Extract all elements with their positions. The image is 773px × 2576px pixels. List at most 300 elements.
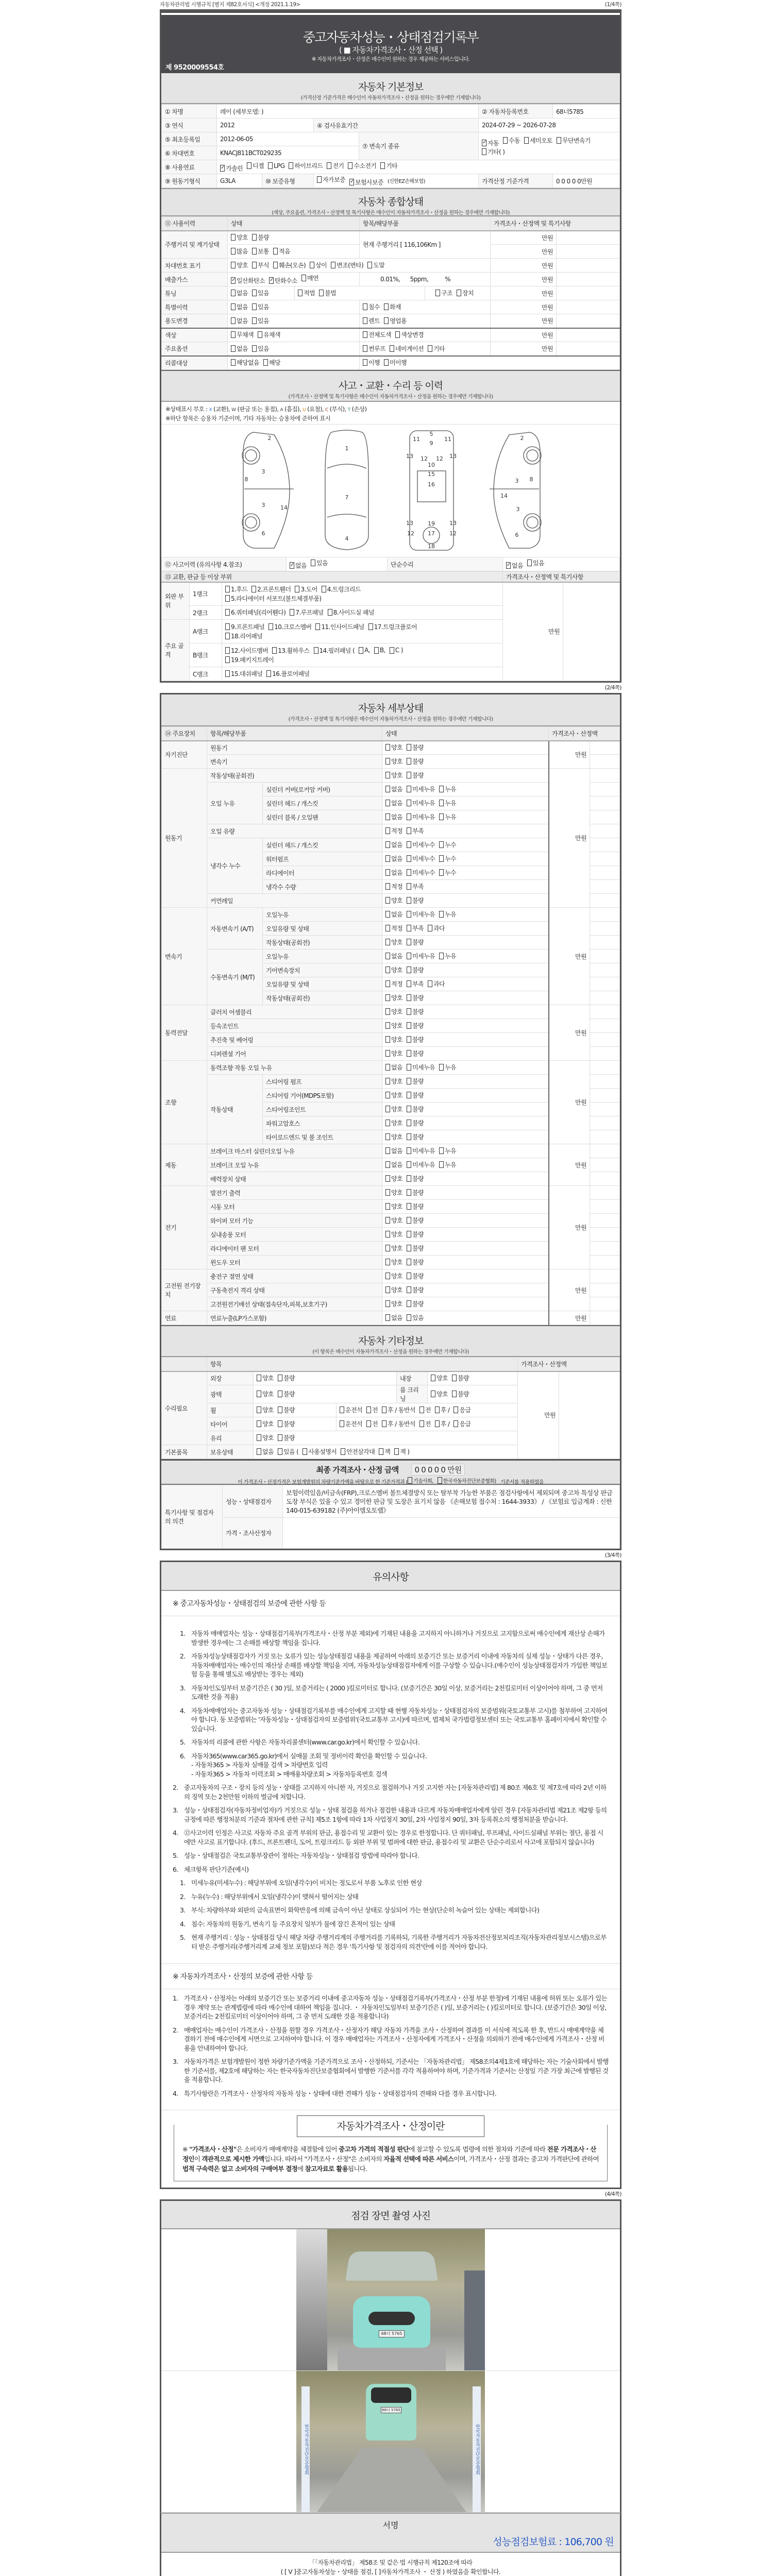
checkbox-icon[interactable] bbox=[290, 609, 294, 616]
checkbox-option[interactable] bbox=[407, 1049, 424, 1058]
checkbox-option[interactable] bbox=[374, 647, 385, 654]
checkbox-option[interactable] bbox=[385, 952, 402, 960]
checkbox-icon[interactable] bbox=[225, 656, 230, 663]
checkbox-option[interactable] bbox=[385, 1188, 402, 1197]
checkbox-option[interactable] bbox=[385, 757, 402, 766]
checkbox-icon[interactable] bbox=[407, 1231, 411, 1238]
checkbox-option[interactable] bbox=[385, 1077, 402, 1086]
checkbox-icon[interactable] bbox=[263, 359, 268, 366]
checkbox-option[interactable] bbox=[407, 1313, 424, 1322]
checkbox-icon[interactable] bbox=[359, 647, 363, 654]
checkbox-option[interactable] bbox=[407, 826, 424, 835]
checkbox-icon[interactable] bbox=[394, 1448, 399, 1455]
checkbox-icon[interactable] bbox=[385, 994, 390, 1001]
checkbox-option[interactable] bbox=[231, 316, 248, 325]
checkbox-icon[interactable] bbox=[407, 1022, 411, 1029]
checkbox-option[interactable] bbox=[278, 1447, 298, 1456]
checkbox-icon[interactable] bbox=[452, 1375, 457, 1381]
checkbox-icon[interactable] bbox=[385, 1022, 390, 1029]
checkbox-option[interactable] bbox=[407, 1216, 424, 1225]
checkbox-option[interactable] bbox=[385, 924, 402, 933]
checkbox-icon[interactable] bbox=[225, 609, 230, 616]
checkbox-icon[interactable] bbox=[428, 925, 432, 931]
checkbox-icon[interactable] bbox=[428, 980, 432, 987]
checkbox-option[interactable] bbox=[363, 302, 380, 311]
checkbox-option[interactable] bbox=[419, 1405, 431, 1414]
checkbox-option[interactable] bbox=[407, 868, 435, 877]
checkbox-option[interactable] bbox=[438, 1477, 496, 1484]
checkbox-icon[interactable] bbox=[385, 883, 390, 890]
checkbox-icon[interactable] bbox=[407, 939, 411, 945]
checkbox-icon[interactable] bbox=[273, 248, 278, 255]
checkbox-option[interactable] bbox=[231, 289, 248, 297]
checkbox-icon[interactable] bbox=[385, 1175, 390, 1182]
checkbox-option[interactable] bbox=[257, 1447, 274, 1456]
checkbox-icon[interactable] bbox=[278, 1434, 282, 1441]
checkbox-icon[interactable] bbox=[298, 290, 303, 296]
checkbox-option[interactable] bbox=[439, 1063, 456, 1072]
checkbox-icon[interactable] bbox=[407, 1133, 411, 1140]
checkbox-option[interactable] bbox=[439, 854, 456, 863]
checkbox-option[interactable] bbox=[331, 261, 363, 269]
checkbox-option[interactable] bbox=[407, 757, 424, 766]
checkbox-option[interactable] bbox=[439, 1160, 456, 1169]
checkbox-option[interactable] bbox=[258, 330, 280, 339]
checked-box-icon[interactable]: ✓ bbox=[231, 277, 236, 283]
checkbox-icon[interactable] bbox=[385, 1092, 390, 1098]
checkbox-icon[interactable] bbox=[385, 1078, 390, 1084]
checkbox-option[interactable] bbox=[366, 1419, 378, 1428]
checkbox-icon[interactable] bbox=[231, 234, 236, 241]
checkbox-icon[interactable] bbox=[385, 744, 390, 751]
checkbox-icon[interactable] bbox=[407, 1217, 411, 1224]
checkbox-icon[interactable] bbox=[395, 331, 400, 338]
checkbox-icon[interactable] bbox=[252, 290, 257, 296]
checkbox-option[interactable] bbox=[220, 164, 243, 173]
checkbox-icon[interactable] bbox=[340, 1420, 344, 1427]
checkbox-option[interactable] bbox=[407, 1118, 424, 1127]
checkbox-icon[interactable] bbox=[367, 262, 372, 268]
checkbox-option[interactable] bbox=[435, 289, 452, 297]
checkbox-icon[interactable] bbox=[428, 345, 432, 352]
checkbox-option[interactable] bbox=[273, 247, 290, 256]
checkbox-icon[interactable] bbox=[368, 623, 373, 630]
checkbox-option[interactable] bbox=[384, 302, 401, 311]
checkbox-option[interactable] bbox=[363, 316, 380, 325]
checkbox-icon[interactable] bbox=[231, 331, 236, 338]
checkbox-icon[interactable] bbox=[385, 939, 390, 945]
checkbox-icon[interactable] bbox=[385, 925, 390, 931]
checkbox-icon[interactable] bbox=[257, 1420, 261, 1427]
checkbox-icon[interactable] bbox=[407, 1175, 411, 1182]
checkbox-option[interactable] bbox=[252, 247, 269, 256]
checkbox-icon[interactable] bbox=[385, 1231, 390, 1238]
checkbox-option[interactable] bbox=[390, 344, 424, 353]
checkbox-option[interactable] bbox=[231, 261, 248, 269]
checkbox-icon[interactable] bbox=[385, 1036, 390, 1043]
checkbox-icon[interactable] bbox=[407, 1203, 411, 1210]
checkbox-option[interactable] bbox=[385, 854, 402, 863]
checkbox-option[interactable] bbox=[407, 1188, 424, 1197]
checkbox-icon[interactable] bbox=[453, 1420, 458, 1427]
checkbox-icon[interactable] bbox=[407, 800, 411, 806]
checkbox-option[interactable] bbox=[231, 247, 248, 256]
checkbox-option[interactable] bbox=[390, 647, 403, 654]
checkbox-icon[interactable] bbox=[407, 772, 411, 778]
checkbox-option[interactable] bbox=[268, 622, 311, 631]
checkbox-option[interactable] bbox=[385, 1272, 402, 1280]
checkbox-icon[interactable] bbox=[439, 1147, 444, 1154]
checkbox-option[interactable] bbox=[385, 882, 402, 891]
checkbox-icon[interactable] bbox=[251, 586, 256, 592]
checkbox-icon[interactable] bbox=[407, 994, 411, 1001]
checkbox-icon[interactable] bbox=[439, 786, 444, 792]
checkbox-option[interactable] bbox=[407, 743, 424, 752]
checkbox-icon[interactable] bbox=[385, 1133, 390, 1140]
checkbox-icon[interactable] bbox=[231, 303, 236, 310]
checkbox-option[interactable] bbox=[225, 608, 285, 617]
checkbox-option[interactable] bbox=[407, 1230, 424, 1239]
checkbox-option[interactable] bbox=[385, 1007, 402, 1016]
checkbox-option[interactable] bbox=[395, 330, 424, 339]
checkbox-icon[interactable] bbox=[225, 623, 230, 630]
checkbox-option[interactable] bbox=[385, 785, 402, 793]
checkbox-icon[interactable] bbox=[272, 647, 277, 654]
checkbox-option[interactable] bbox=[385, 1021, 402, 1030]
checkbox-icon[interactable] bbox=[225, 595, 230, 602]
checkbox-option[interactable] bbox=[439, 812, 456, 821]
checkbox-option[interactable] bbox=[385, 743, 402, 752]
checkbox-option[interactable] bbox=[368, 622, 417, 631]
checkbox-icon[interactable] bbox=[278, 1375, 282, 1381]
checkbox-option[interactable] bbox=[379, 1447, 390, 1456]
checkbox-icon[interactable] bbox=[407, 869, 411, 876]
checkbox-option[interactable] bbox=[407, 1174, 424, 1183]
checkbox-icon[interactable] bbox=[385, 855, 390, 862]
checkbox-option[interactable] bbox=[435, 1405, 450, 1414]
checkbox-option[interactable] bbox=[385, 826, 402, 835]
checkbox-option[interactable] bbox=[225, 632, 262, 640]
checkbox-icon[interactable] bbox=[457, 290, 461, 296]
checkbox-option[interactable] bbox=[453, 1419, 470, 1428]
checkbox-option[interactable] bbox=[273, 261, 306, 269]
checkbox-icon[interactable] bbox=[407, 1008, 411, 1015]
checkbox-option[interactable] bbox=[407, 1007, 424, 1016]
checkbox-option[interactable] bbox=[557, 136, 591, 145]
checkbox-option[interactable] bbox=[363, 358, 380, 367]
checkbox-icon[interactable] bbox=[348, 162, 352, 169]
checkbox-option[interactable] bbox=[385, 1035, 402, 1044]
checkbox-icon[interactable] bbox=[385, 1147, 390, 1154]
checkbox-option[interactable] bbox=[407, 952, 435, 960]
checkbox-icon[interactable] bbox=[439, 911, 444, 918]
checkbox-icon[interactable] bbox=[289, 162, 293, 169]
checkbox-icon[interactable] bbox=[252, 303, 257, 310]
checkbox-icon[interactable] bbox=[407, 1120, 411, 1126]
checkbox-option[interactable] bbox=[251, 585, 291, 594]
checkbox-icon[interactable] bbox=[390, 345, 394, 352]
checkbox-option[interactable] bbox=[278, 1389, 295, 1398]
checkbox-option[interactable] bbox=[225, 655, 274, 664]
checkbox-icon[interactable] bbox=[435, 1406, 440, 1413]
checkbox-icon[interactable] bbox=[268, 162, 273, 169]
checkbox-icon[interactable] bbox=[363, 345, 367, 352]
checkbox-icon[interactable] bbox=[225, 670, 230, 677]
checkbox-icon[interactable] bbox=[439, 814, 444, 820]
checkbox-icon[interactable] bbox=[385, 827, 390, 834]
checkbox-icon[interactable] bbox=[407, 1078, 411, 1084]
checkbox-option[interactable] bbox=[257, 1374, 274, 1382]
checkbox-icon[interactable] bbox=[225, 633, 230, 639]
checkbox-icon[interactable] bbox=[379, 1448, 383, 1455]
checkbox-option[interactable] bbox=[348, 161, 376, 170]
checkbox-option[interactable] bbox=[231, 302, 248, 311]
checkbox-icon[interactable] bbox=[225, 647, 230, 654]
checkbox-option[interactable] bbox=[524, 136, 552, 145]
checkbox-icon[interactable] bbox=[385, 1189, 390, 1196]
checkbox-icon[interactable] bbox=[438, 1477, 442, 1484]
checkbox-option[interactable] bbox=[363, 330, 391, 339]
checkbox-icon[interactable] bbox=[252, 317, 257, 324]
checkbox-icon[interactable] bbox=[327, 162, 331, 169]
checkbox-option[interactable] bbox=[407, 1299, 424, 1308]
checkbox-option[interactable] bbox=[231, 358, 259, 367]
checkbox-icon[interactable] bbox=[382, 1420, 386, 1427]
checkbox-option[interactable] bbox=[252, 316, 269, 325]
checkbox-icon[interactable] bbox=[258, 331, 262, 338]
checkbox-icon[interactable] bbox=[527, 560, 532, 566]
checkbox-icon[interactable] bbox=[322, 586, 326, 592]
checkbox-icon[interactable] bbox=[439, 953, 444, 959]
checkbox-option[interactable] bbox=[503, 136, 520, 145]
checkbox-icon[interactable] bbox=[408, 1477, 412, 1484]
checkbox-option[interactable] bbox=[428, 924, 445, 933]
checkbox-icon[interactable] bbox=[363, 331, 367, 338]
checked-box-icon[interactable]: ✓ bbox=[482, 139, 486, 145]
checkbox-icon[interactable] bbox=[366, 1420, 371, 1427]
checkbox-icon[interactable] bbox=[431, 1375, 435, 1381]
checkbox-icon[interactable] bbox=[231, 317, 236, 324]
checkbox-icon[interactable] bbox=[407, 1092, 411, 1098]
checkbox-icon[interactable] bbox=[385, 911, 390, 918]
checkbox-option[interactable] bbox=[257, 1419, 274, 1428]
checkbox-icon[interactable] bbox=[431, 1391, 435, 1397]
checkbox-icon[interactable] bbox=[385, 1050, 390, 1057]
checkbox-icon[interactable] bbox=[385, 897, 390, 904]
checkbox-option[interactable] bbox=[385, 910, 402, 919]
checkbox-option[interactable] bbox=[385, 840, 402, 849]
checkbox-icon[interactable] bbox=[407, 1314, 411, 1321]
checkbox-option[interactable] bbox=[231, 276, 265, 285]
checkbox-icon[interactable] bbox=[257, 1434, 261, 1441]
checkbox-option[interactable] bbox=[382, 1405, 415, 1414]
checkbox-option[interactable] bbox=[435, 1419, 450, 1428]
checkbox-option[interactable] bbox=[431, 1374, 448, 1382]
checkbox-option[interactable] bbox=[384, 358, 407, 367]
checkbox-option[interactable] bbox=[407, 812, 435, 821]
checkbox-icon[interactable] bbox=[419, 1420, 424, 1427]
checkbox-icon[interactable] bbox=[407, 883, 411, 890]
checkbox-option[interactable] bbox=[407, 799, 435, 807]
checkbox-option[interactable] bbox=[457, 289, 474, 297]
checkbox-icon[interactable] bbox=[385, 1300, 390, 1307]
checkbox-icon[interactable] bbox=[385, 1008, 390, 1015]
checked-box-icon[interactable]: ✓ bbox=[290, 562, 294, 568]
checkbox-option[interactable] bbox=[327, 161, 344, 170]
checkbox-icon[interactable] bbox=[407, 980, 411, 987]
checkbox-option[interactable] bbox=[289, 161, 323, 170]
checkbox-option[interactable] bbox=[385, 1146, 402, 1155]
checkbox-icon[interactable] bbox=[266, 670, 271, 677]
checkbox-icon[interactable] bbox=[231, 359, 236, 366]
checkbox-icon[interactable] bbox=[385, 772, 390, 778]
checkbox-icon[interactable] bbox=[407, 1147, 411, 1154]
checkbox-icon[interactable] bbox=[295, 586, 299, 592]
checkbox-option[interactable] bbox=[225, 594, 322, 603]
checkbox-icon[interactable] bbox=[231, 290, 236, 296]
checkbox-icon[interactable] bbox=[407, 855, 411, 862]
checkbox-option[interactable] bbox=[407, 1091, 424, 1099]
checked-box-icon[interactable]: ✓ bbox=[507, 562, 511, 568]
checkbox-icon[interactable] bbox=[319, 290, 324, 296]
checkbox-option[interactable] bbox=[385, 1258, 402, 1266]
checkbox-icon[interactable] bbox=[407, 744, 411, 751]
checkbox-option[interactable] bbox=[340, 1419, 362, 1428]
checkbox-option[interactable] bbox=[407, 1285, 424, 1294]
checkbox-icon[interactable] bbox=[407, 1300, 411, 1307]
checkbox-icon[interactable] bbox=[363, 303, 367, 310]
checkbox-icon[interactable] bbox=[317, 176, 322, 183]
checkbox-option[interactable] bbox=[385, 1244, 402, 1252]
checkbox-option[interactable] bbox=[385, 896, 402, 905]
checkbox-option[interactable] bbox=[231, 344, 248, 353]
checkbox-option[interactable] bbox=[407, 938, 424, 946]
checkbox-icon[interactable] bbox=[557, 137, 561, 144]
checkbox-icon[interactable] bbox=[257, 1375, 261, 1381]
checkbox-icon[interactable] bbox=[341, 1448, 345, 1455]
checkbox-option[interactable] bbox=[385, 965, 402, 974]
checkbox-option[interactable] bbox=[301, 274, 318, 282]
checkbox-option[interactable] bbox=[385, 1091, 402, 1099]
checkbox-option[interactable] bbox=[482, 139, 499, 147]
checkbox-icon[interactable] bbox=[384, 317, 389, 324]
checkbox-option[interactable] bbox=[407, 1258, 424, 1266]
checkbox-icon[interactable] bbox=[363, 359, 367, 366]
checkbox-icon[interactable] bbox=[385, 1120, 390, 1126]
checkbox-option[interactable] bbox=[385, 1202, 402, 1211]
checkbox-icon[interactable] bbox=[439, 841, 444, 848]
checkbox-icon[interactable] bbox=[252, 262, 257, 268]
checkbox-option[interactable] bbox=[407, 1202, 424, 1211]
checkbox-icon[interactable] bbox=[385, 841, 390, 848]
checkbox-option[interactable] bbox=[385, 938, 402, 946]
checkbox-option[interactable] bbox=[257, 1389, 274, 1398]
checkbox-option[interactable] bbox=[384, 316, 407, 325]
checkbox-option[interactable] bbox=[394, 1447, 409, 1456]
checkbox-option[interactable] bbox=[439, 952, 456, 960]
checkbox-option[interactable] bbox=[278, 1433, 295, 1442]
checkbox-option[interactable] bbox=[252, 261, 269, 269]
checkbox-option[interactable] bbox=[257, 1433, 274, 1442]
checkbox-icon[interactable] bbox=[407, 967, 411, 973]
checkbox-icon[interactable] bbox=[252, 345, 257, 352]
checkbox-option[interactable] bbox=[385, 979, 402, 988]
checkbox-icon[interactable] bbox=[252, 248, 257, 255]
checkbox-icon[interactable] bbox=[278, 1420, 282, 1427]
checkbox-option[interactable] bbox=[385, 868, 402, 877]
checkbox-icon[interactable] bbox=[231, 262, 236, 268]
checkbox-option[interactable] bbox=[290, 561, 307, 570]
checkbox-option[interactable] bbox=[385, 1105, 402, 1113]
checkbox-icon[interactable] bbox=[407, 1189, 411, 1196]
checkbox-option[interactable] bbox=[407, 771, 424, 779]
checkbox-icon[interactable] bbox=[385, 800, 390, 806]
checkbox-icon[interactable] bbox=[385, 1245, 390, 1251]
checkbox-icon[interactable] bbox=[419, 1406, 424, 1413]
checked-box-icon[interactable]: ✓ bbox=[221, 165, 225, 171]
checkbox-icon[interactable] bbox=[439, 1161, 444, 1168]
checkbox-option[interactable] bbox=[278, 1419, 295, 1428]
checkbox-icon[interactable] bbox=[315, 623, 320, 630]
checkbox-option[interactable] bbox=[482, 147, 505, 156]
checkbox-option[interactable] bbox=[407, 854, 435, 863]
checkbox-icon[interactable] bbox=[385, 980, 390, 987]
checkbox-icon[interactable] bbox=[385, 1259, 390, 1265]
checkbox-option[interactable] bbox=[295, 585, 317, 594]
checkbox-option[interactable] bbox=[419, 1419, 431, 1428]
checkbox-option[interactable] bbox=[359, 647, 370, 654]
checkbox-icon[interactable] bbox=[385, 953, 390, 959]
checkbox-option[interactable] bbox=[252, 302, 269, 311]
checkbox-option[interactable] bbox=[407, 1035, 424, 1044]
photo-front[interactable] bbox=[161, 2229, 620, 2371]
checkbox-icon[interactable] bbox=[385, 1203, 390, 1210]
checkbox-icon[interactable] bbox=[385, 1161, 390, 1168]
checkbox-option[interactable] bbox=[385, 1132, 402, 1141]
checkbox-option[interactable] bbox=[385, 1049, 402, 1058]
checkbox-option[interactable] bbox=[439, 799, 456, 807]
checkbox-icon[interactable] bbox=[407, 1245, 411, 1251]
checkbox-option[interactable] bbox=[407, 1244, 424, 1252]
checkbox-icon[interactable] bbox=[407, 925, 411, 931]
checkbox-icon[interactable] bbox=[503, 137, 508, 144]
photo-rear[interactable] bbox=[161, 2371, 620, 2513]
checkbox-icon[interactable] bbox=[257, 1406, 261, 1413]
checkbox-icon[interactable] bbox=[407, 1050, 411, 1057]
checkbox-option[interactable] bbox=[431, 1389, 448, 1398]
checkbox-option[interactable] bbox=[385, 993, 402, 1002]
checkbox-option[interactable] bbox=[407, 1160, 435, 1169]
checkbox-icon[interactable] bbox=[407, 1161, 411, 1168]
checkbox-icon[interactable] bbox=[439, 869, 444, 876]
checkbox-icon[interactable] bbox=[257, 1391, 261, 1397]
checkbox-icon[interactable] bbox=[328, 609, 332, 616]
checkbox-option[interactable] bbox=[317, 175, 345, 184]
checkbox-option[interactable] bbox=[314, 646, 355, 655]
checkbox-option[interactable] bbox=[407, 965, 424, 974]
checkbox-icon[interactable] bbox=[252, 234, 257, 241]
checkbox-option[interactable] bbox=[263, 358, 280, 367]
checkbox-option[interactable] bbox=[439, 785, 456, 793]
checkbox-icon[interactable] bbox=[439, 855, 444, 862]
checkbox-icon[interactable] bbox=[407, 953, 411, 959]
checkbox-option[interactable] bbox=[407, 785, 435, 793]
checkbox-option[interactable] bbox=[385, 812, 402, 821]
checkbox-option[interactable] bbox=[328, 608, 374, 617]
checkbox-icon[interactable] bbox=[231, 248, 236, 255]
checkbox-option[interactable] bbox=[407, 910, 435, 919]
checkbox-option[interactable] bbox=[225, 622, 264, 631]
